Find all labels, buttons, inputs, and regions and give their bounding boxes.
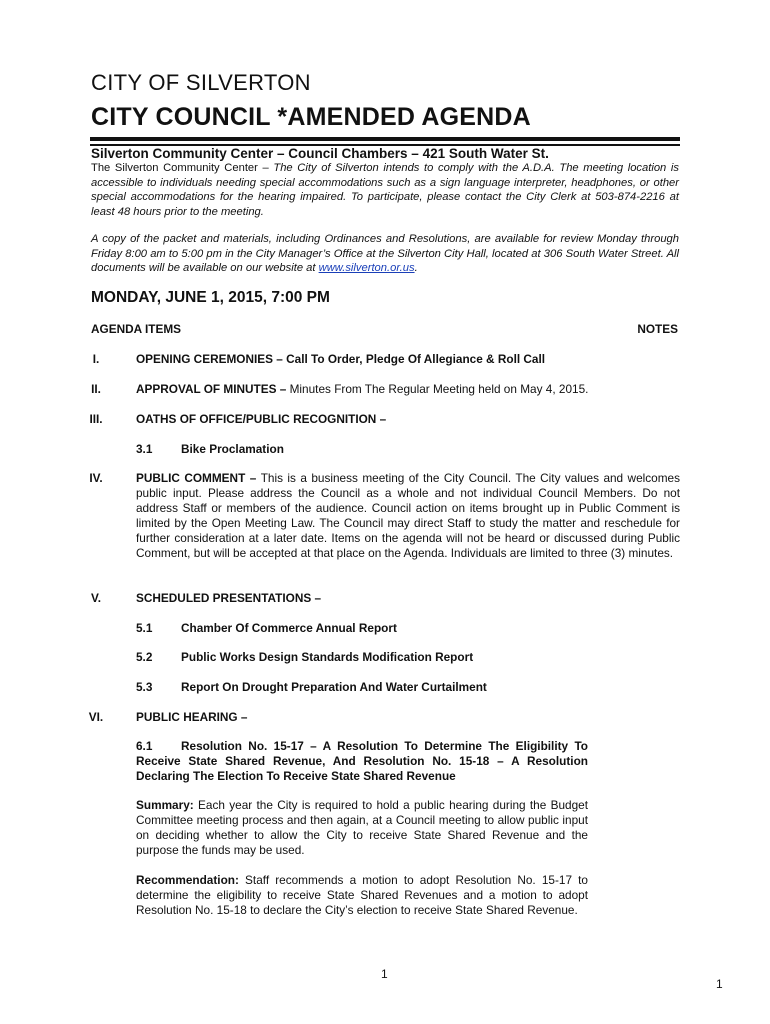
page-title: CITY COUNCIL *AMENDED AGENDA — [91, 103, 531, 131]
item-public-comment — [136, 471, 680, 561]
ada-notice — [91, 161, 679, 219]
summary-block — [136, 798, 588, 858]
item-number: VI. — [88, 710, 104, 724]
subitem-drought-report: Report On Drought Preparation And Water Curtailment — [181, 680, 487, 694]
item-number: I. — [92, 352, 100, 366]
ada-notice-lead: The Silverton Community Center – — [91, 162, 274, 174]
website-link[interactable]: www.silverton.or.us — [318, 262, 415, 274]
city-name: CITY OF SILVERTON — [91, 70, 311, 95]
item-detail: Minutes From The Regular Meeting held on May 4, 2015. — [289, 382, 589, 396]
item-public-hearing: PUBLIC HEARING – — [136, 710, 248, 724]
subitem-chamber-report: Chamber Of Commerce Annual Report — [181, 621, 397, 635]
item-scheduled-presentations: SCHEDULED PRESENTATIONS – — [136, 591, 322, 605]
summary-text: Each year the City is required to hold a public hearing during the Budget Committee meeting process and then again, at a Council meeting to allow public input on deciding whether to allow the City to receive State Shared Revenue and the purpose the funds may be used. — [136, 798, 588, 857]
item-title: PUBLIC COMMENT – — [136, 471, 261, 485]
subitem-number: 3.1 — [136, 442, 153, 456]
recommendation-text: Staff recommends a motion to adopt Resolution No. 15-17 to determine the eligibility to receive State Shared Revenues and a motion to adopt Resolution No. 15-18 to declare the City’s election to receive State Shared Revenue. — [136, 873, 588, 917]
item-opening-ceremonies: OPENING CEREMONIES – Call To Order, Pledge Of Allegiance & Roll Call — [136, 352, 546, 366]
packet-notice-end: . — [414, 262, 418, 274]
item-oaths-of-office: OATHS OF OFFICE/PUBLIC RECOGNITION – — [136, 412, 387, 426]
packet-notice — [91, 232, 679, 276]
item-title: APPROVAL OF MINUTES – — [136, 382, 290, 396]
item-number: III. — [89, 412, 103, 426]
subitem-number: 5.3 — [136, 680, 153, 694]
meeting-date: MONDAY, JUNE 1, 2015, 7:00 PM — [91, 289, 330, 306]
meeting-location: Silverton Community Center – Council Chambers – 421 South Water St. — [91, 146, 549, 161]
subitem-number: 6.1 — [136, 739, 153, 753]
recommendation-block — [136, 873, 588, 918]
agenda-items-heading: AGENDA ITEMS — [91, 322, 182, 336]
subitem-number: 5.1 — [136, 621, 153, 635]
header-divider-thick — [90, 137, 680, 141]
item-number: V. — [90, 591, 102, 605]
item-number: IV. — [89, 471, 103, 485]
subitem-public-works-report: Public Works Design Standards Modification Report — [181, 650, 474, 664]
page-number: 1 — [381, 967, 388, 981]
subitem-number: 5.2 — [136, 650, 153, 664]
subitem-resolution-title: Resolution No. 15-17 – A Resolution To Determine The Eligibility To Receive State Shared Revenue, And Resolution No. 15-18 – A Resolution Declaring The Election To Receive State Shared Revenue — [136, 739, 588, 783]
item-number: II. — [91, 382, 101, 396]
packet-notice-text: A copy of the packet and materials, including Ordinances and Resolutions, are available for review Monday through Friday 8:00 am to 5:00 pm in the City Manager’s Office at the Silverton City Hall, located at 306 South Water Street. All documents will be available on our website at — [91, 233, 679, 274]
summary-label: Summary: — [136, 798, 194, 812]
page-number-corner: 1 — [716, 977, 723, 991]
recommendation-label: Recommendation: — [136, 873, 239, 887]
item-detail: This is a business meeting of the City Council. The City values and welcomes public input. Please address the Council as a whole and not individual Council Members. Do not address Staff or members of the audience. Council action on items brought up in Public Comment is limited by the Open Meeting Law. The Council may direct Staff to study the matter and reschedule for further consideration at a later date. Items on the agenda will not be heard or discussed during Public Comment, but will be accepted at that place on the Agenda. Individuals are limited to three (3) minutes. — [136, 471, 680, 560]
item-approval-of-minutes — [136, 382, 588, 396]
notes-heading: NOTES — [637, 322, 678, 336]
subitem-bike-proclamation: Bike Proclamation — [181, 442, 284, 456]
ada-notice-text: The City of Silverton intends to comply with the A.D.A. The meeting location is accessible to individuals needing special accommodations such as a sign language interpreter, headphones, or other special accommodations for the hearing impaired. To participate, please contact the City Clerk at 503-874-2216 at least 48 hours prior to the meeting. — [91, 162, 679, 218]
subitem-resolution — [136, 739, 588, 784]
